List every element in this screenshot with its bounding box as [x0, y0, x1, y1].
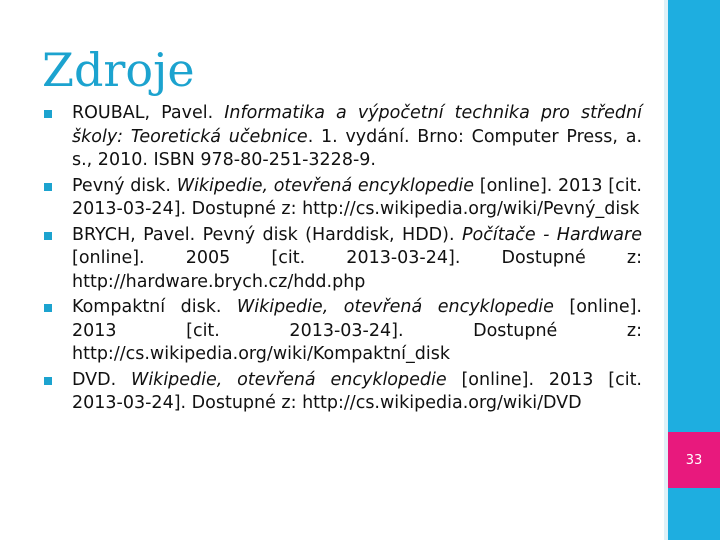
- reference-title-text: Informatika a výpočetní technika pro střední školy: Teoretická učebnice: [72, 103, 642, 147]
- reference-title-text: Wikipedie, otevřená encyklopedie: [176, 175, 475, 196]
- reference-text: Kompaktní disk.: [72, 297, 237, 317]
- reference-text: [online]. 2013 [cit. 2013-03-24]. Dostupné z: http://cs.wikipedia.org/wiki/Pevný_disk: [72, 175, 642, 219]
- reference-list: [42, 102, 642, 418]
- reference-text: Pevný disk.: [72, 175, 177, 196]
- square-bullet-icon: [44, 304, 52, 312]
- reference-item: [42, 369, 642, 416]
- square-bullet-icon: [44, 110, 52, 118]
- reference-text: [online]. 2013 [cit. 2013-03-24]. Dostupné z: http://cs.wikipedia.org/wiki/DVD: [72, 369, 642, 413]
- reference-text: BRYCH, Pavel. Pevný disk (Harddisk, HDD).: [72, 224, 462, 245]
- slide-title: Zdroje: [42, 43, 195, 97]
- reference-item: [42, 224, 642, 295]
- reference-text: ROUBAL, Pavel.: [72, 103, 225, 123]
- reference-item: [42, 102, 642, 173]
- reference-title-text: Wikipedie, otevřená encyklopedie: [131, 369, 447, 390]
- reference-text: [online]. 2013 [cit. 2013-03-24]. Dostupné z: http://cs.wikipedia.org/wiki/Kompaktní_disk: [72, 297, 642, 364]
- reference-title-text: Wikipedie, otevřená encyklopedie: [236, 297, 554, 317]
- page-number-badge: [668, 432, 720, 488]
- square-bullet-icon: [44, 232, 52, 240]
- square-bullet-icon: [44, 377, 52, 385]
- reference-text: DVD.: [72, 369, 132, 390]
- reference-item: [42, 175, 642, 222]
- reference-text: . 1. vydání. Brno: Computer Press, a. s., 2010. ISBN 978-80-251-3228-9.: [72, 126, 643, 170]
- square-bullet-icon: [44, 183, 52, 191]
- reference-item: [42, 296, 642, 367]
- page-number: 33: [685, 452, 703, 468]
- reference-text: [online]. 2005 [cit. 2013-03-24]. Dostupné z: http://hardware.brych.cz/hdd.php: [72, 248, 642, 292]
- reference-title-text: Počítače - Hardware: [461, 224, 642, 245]
